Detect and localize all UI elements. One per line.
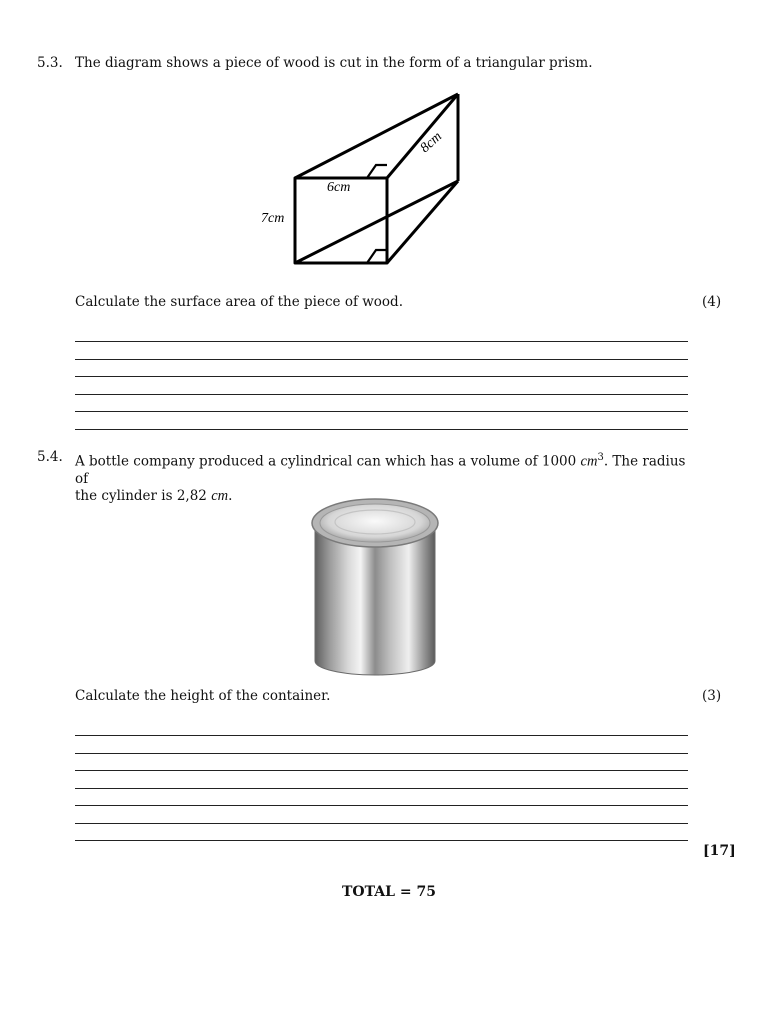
triangular-prism-diagram [250,85,470,270]
question-5-3-text: The diagram shows a piece of wood is cut in the form of a triangular prism. [75,55,593,71]
answer-line [75,359,688,360]
question-5-4-number: 5.4. [37,449,63,465]
question-5-4-task: Calculate the height of the container. [75,688,331,704]
volume-unit: cm [580,453,598,470]
width-label: 6cm [327,180,351,195]
radius-unit: cm [211,487,229,504]
answer-line [75,341,688,342]
prism-bottom-right-edge [387,181,458,263]
volume-exponent: 3 [597,452,604,463]
section-total-marks: [17] [703,843,736,859]
answer-line [75,770,688,771]
answer-line [75,376,688,377]
answer-line [75,805,688,806]
answer-line [75,840,688,841]
question-5-3-task: Calculate the surface area of the piece of wood. [75,294,403,310]
prism-top-right-edge [387,94,458,178]
answer-line [75,411,688,412]
answer-line [75,394,688,395]
answer-area-5-3[interactable] [75,341,688,446]
question-5-4-marks: (3) [702,688,722,704]
question-5-3-marks: (4) [702,294,722,310]
cylindrical-can-image [305,495,445,680]
answer-line [75,788,688,789]
height-label: 7cm [261,211,285,226]
answer-line [75,753,688,754]
answer-line [75,429,688,430]
answer-line [75,735,688,736]
bottom-right-angle-marker [367,250,387,263]
top-right-angle-marker [367,165,387,178]
question-5-4-text: A bottle company produced a cylindrical can which has a volume of 1000 $cm^3$. The radius of the cylinder is 2,82 cm. [75,452,686,504]
question-5-3-number: 5.3. [37,55,63,71]
answer-area-5-4[interactable] [75,735,688,858]
depth-label: 8cm [417,129,446,156]
answer-line [75,823,688,824]
grand-total: TOTAL = 75 [342,884,436,900]
